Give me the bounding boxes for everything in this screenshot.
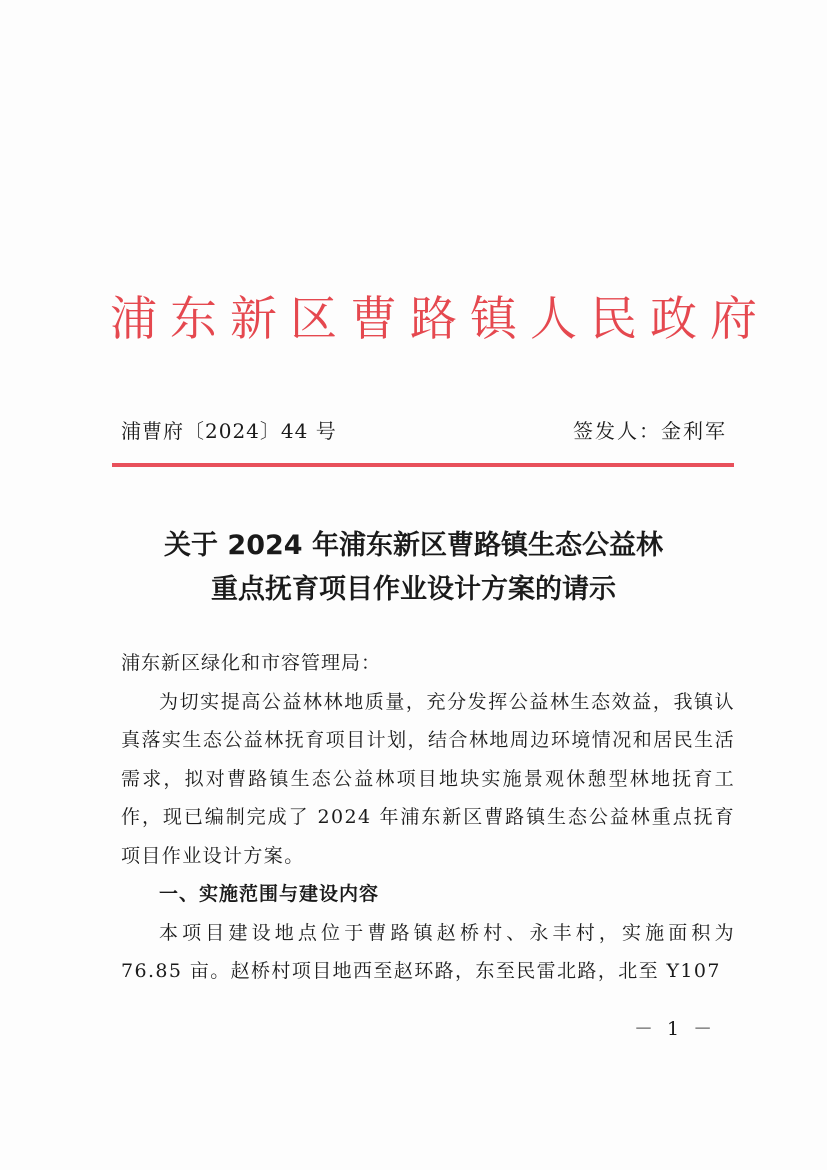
document-title	[90, 524, 737, 612]
issuer-header: 浦东新区曹路镇人民政府	[110, 292, 770, 347]
paragraph-intro: 为切实提高公益林林地质量，充分发挥公益林生态效益，我镇认真落实生态公益林抚育项目计划，结合林地周边环境情况和居民生活需求，拟对曹路镇生态公益林项目地块实施景观休憩型林地抚育工作，现已编制完成了 2024 年浦东新区曹路镇生态公益林重点抚育项目作业设计方案。	[121, 690, 735, 867]
signer: 签发人：金利军	[573, 419, 727, 443]
document-body	[121, 644, 735, 991]
paragraph-scope: 本项目建设地点位于曹路镇赵桥村、永丰村，实施面积为 76.85 亩。赵桥村项目地西至赵环路，东至民雷北路，北至 Y107	[121, 921, 735, 982]
section-heading-1: 一、实施范围与建设内容	[159, 883, 380, 905]
page-number: － 1 －	[634, 1018, 717, 1040]
title-line-1: 关于 2024 年浦东新区曹路镇生态公益林	[164, 530, 663, 561]
title-line-2: 重点抚育项目作业设计方案的请示	[211, 574, 616, 605]
document-number: 浦曹府〔2024〕44 号	[121, 419, 337, 443]
red-divider-line	[112, 463, 734, 467]
salutation: 浦东新区绿化和市容管理局：	[121, 652, 382, 674]
